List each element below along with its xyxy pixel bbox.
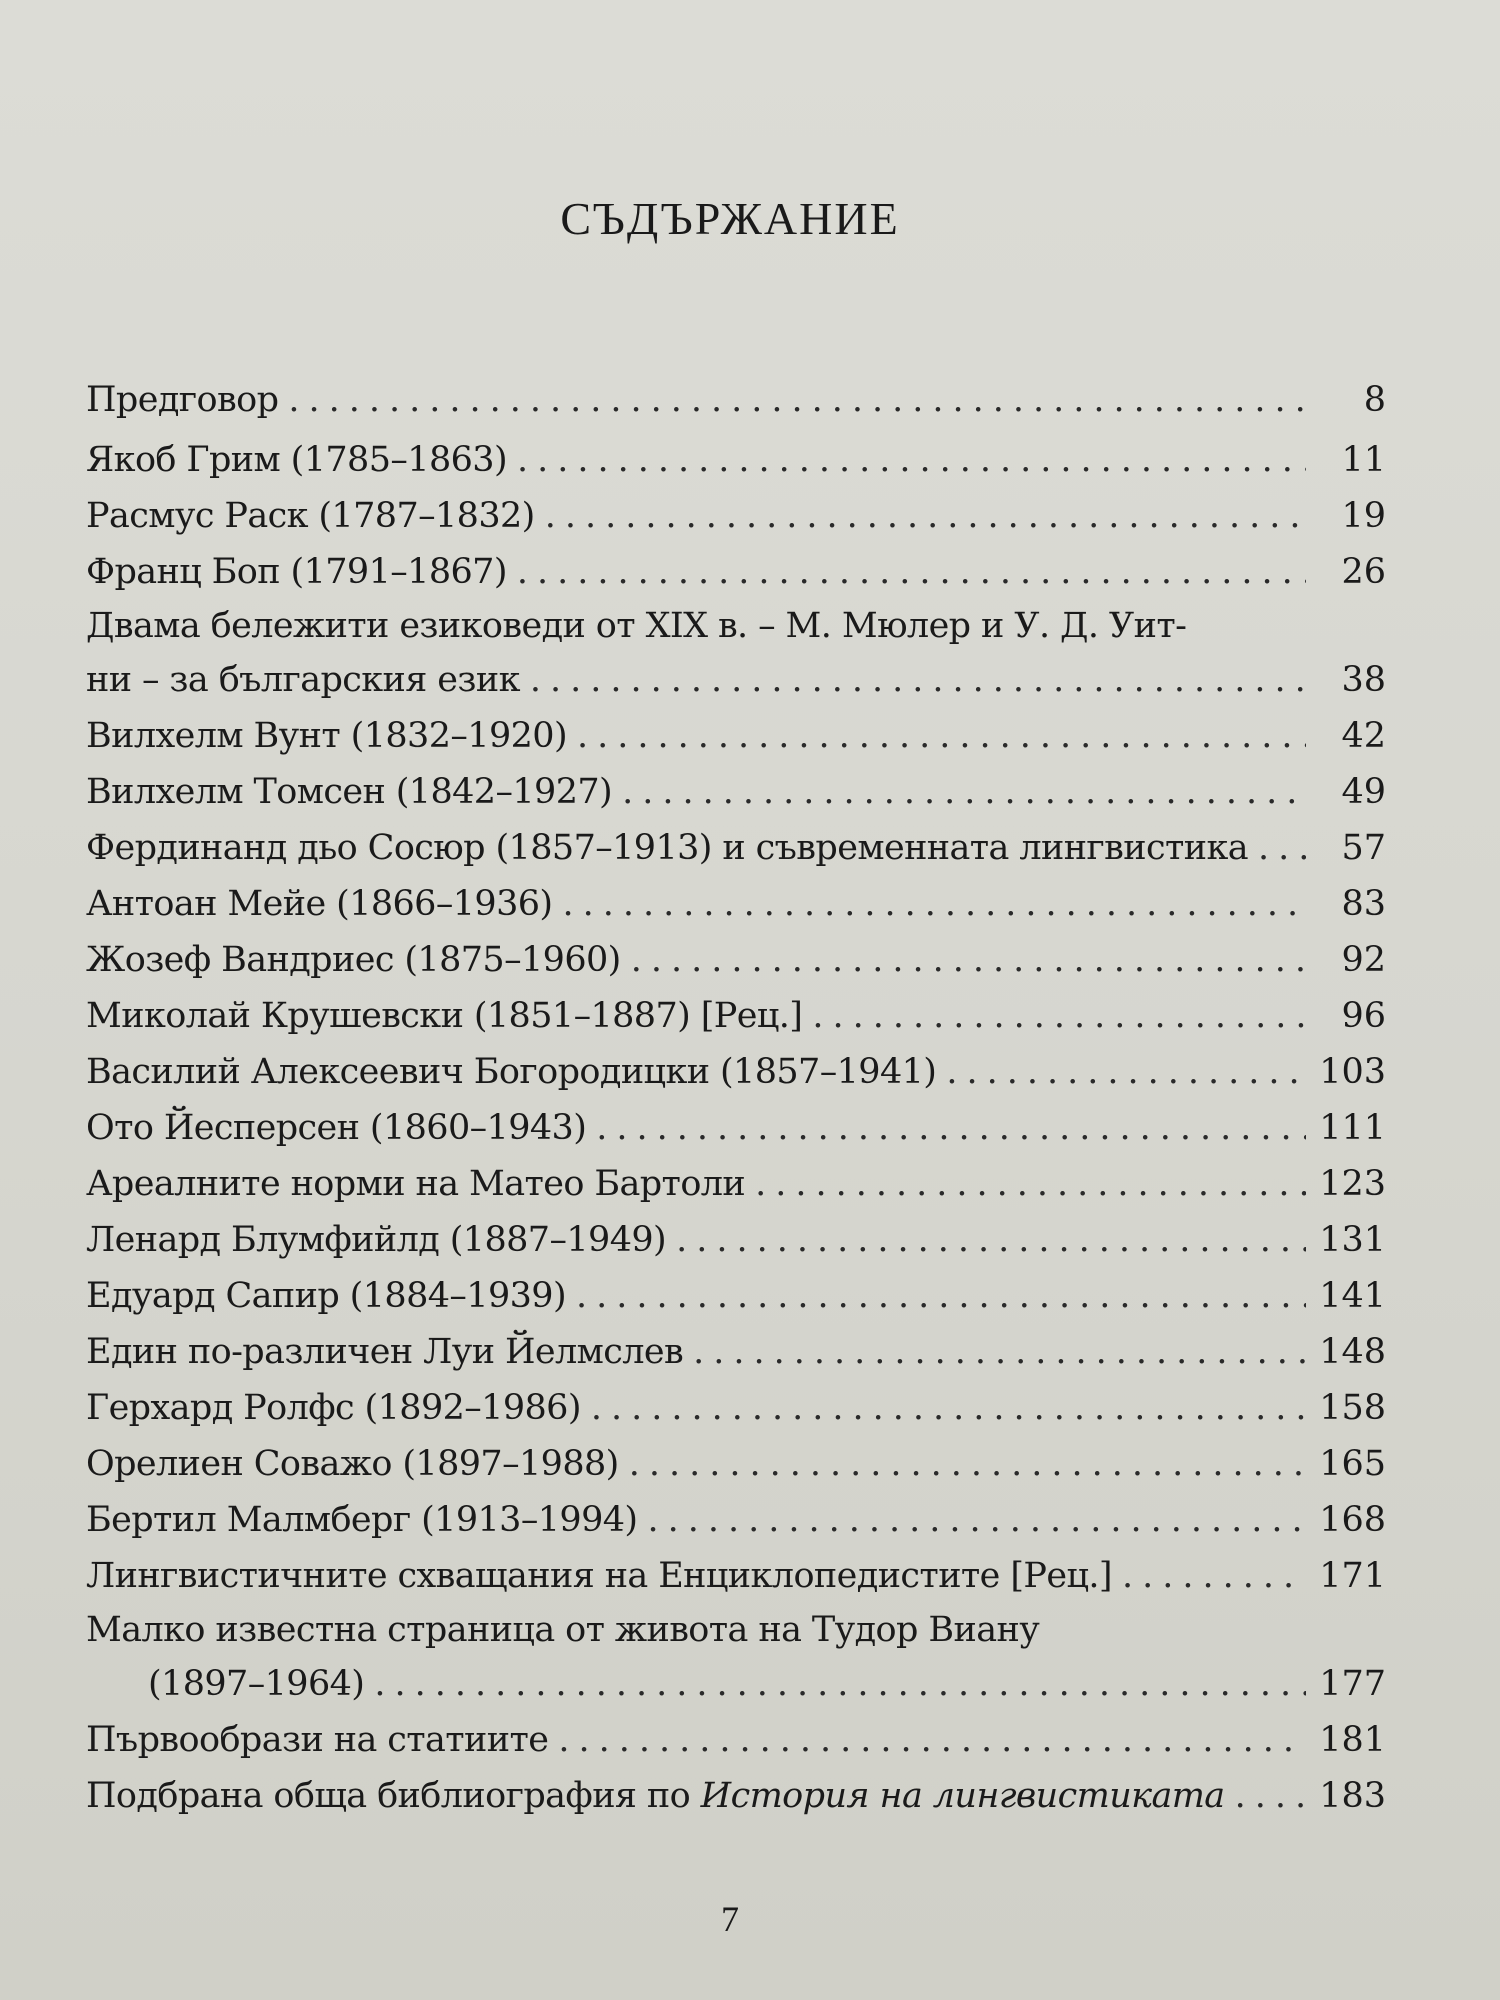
toc-entry-title: Предговор xyxy=(86,380,279,420)
toc-entry-title: Бертил Малмберг (1913–1994) xyxy=(86,1500,638,1540)
page-title: СЪДЪРЖАНИЕ xyxy=(560,193,900,244)
toc-entry-title: Расмус Раск (1787–1832) xyxy=(86,496,535,536)
toc-entry xyxy=(86,1100,1386,1156)
toc-entry-page: 181 xyxy=(1319,1720,1386,1760)
toc-entry xyxy=(86,432,1386,488)
toc-entry xyxy=(86,1492,1386,1548)
leader-dots xyxy=(517,432,1306,488)
leader-dots xyxy=(629,1436,1306,1492)
table-of-contents xyxy=(86,372,1386,1824)
toc-entry-page: 123 xyxy=(1319,1164,1386,1204)
toc-entry-page: 171 xyxy=(1319,1556,1386,1596)
toc-entry-page: 103 xyxy=(1319,1052,1386,1092)
toc-entry-title: Вилхелм Томсен (1842–1927) xyxy=(86,772,613,812)
toc-entry-page: 19 xyxy=(1341,496,1386,536)
toc-entry xyxy=(86,1044,1386,1100)
toc-entry-page: 141 xyxy=(1319,1276,1386,1316)
leader-dots xyxy=(631,932,1306,988)
toc-entry xyxy=(86,764,1386,820)
toc-entry-page: 168 xyxy=(1319,1500,1386,1540)
toc-entry-title: Един по-различен Луи Йелмслев xyxy=(86,1332,684,1372)
toc-entry xyxy=(86,820,1386,876)
toc-entry-page: 131 xyxy=(1319,1220,1386,1260)
toc-entry xyxy=(86,1324,1386,1380)
toc-entry-title-plain: Подбрана обща библиография по xyxy=(86,1776,701,1816)
toc-entry-title-italic: История на лингвистиката xyxy=(700,1776,1225,1816)
toc-entry-title: Вилхелм Вунт (1832–1920) xyxy=(86,716,568,756)
leader-dots xyxy=(755,1156,1306,1212)
leader-dots xyxy=(591,1380,1306,1436)
toc-entry-page: 57 xyxy=(1341,828,1386,868)
toc-entry-title-line1: Двама бележити езиковеди от XIX в. – М. Мюлер и У. Д. Уит- xyxy=(86,606,1187,646)
leader-dots xyxy=(558,1712,1306,1768)
toc-entry xyxy=(86,372,1386,428)
leader-dots xyxy=(562,876,1306,932)
leader-dots xyxy=(622,764,1306,820)
leader-dots xyxy=(1258,820,1306,876)
toc-entry xyxy=(86,708,1386,764)
leader-dots xyxy=(374,1656,1306,1712)
toc-entry-title: Миколай Крушевски (1851–1887) [Рец.] xyxy=(86,996,803,1036)
leader-dots xyxy=(530,652,1306,708)
toc-entry xyxy=(86,876,1386,932)
toc-entry-title xyxy=(86,1768,1225,1824)
toc-entry-multiline xyxy=(86,600,1386,708)
toc-entry xyxy=(86,1768,1386,1824)
toc-entry-page: 165 xyxy=(1319,1444,1386,1484)
toc-entry-title: Фердинанд дьо Сосюр (1857–1913) и съвременната лингвистика xyxy=(86,828,1249,868)
toc-entry-page: 11 xyxy=(1341,440,1386,480)
leader-dots xyxy=(517,544,1306,600)
toc-entry-title: Василий Алексеевич Богородицки (1857–1941) xyxy=(86,1052,937,1092)
toc-entry xyxy=(86,544,1386,600)
leader-dots xyxy=(596,1100,1306,1156)
toc-entry xyxy=(86,1548,1386,1604)
toc-entry xyxy=(86,1268,1386,1324)
leader-dots xyxy=(647,1492,1306,1548)
toc-entry xyxy=(86,488,1386,544)
toc-entry-title-line1: Малко известна страница от живота на Тудор Виану xyxy=(86,1610,1040,1650)
toc-entry-title: Ареалните норми на Матео Бартоли xyxy=(86,1164,746,1204)
toc-entry-page: 8 xyxy=(1363,380,1386,420)
toc-entry-title: Орелиен Соважо (1897–1988) xyxy=(86,1444,619,1484)
toc-entry-title: Франц Боп (1791–1867) xyxy=(86,552,507,592)
page-number: 7 xyxy=(721,1899,739,1939)
toc-entry-page: 42 xyxy=(1341,716,1386,756)
leader-dots xyxy=(288,372,1306,428)
toc-entry xyxy=(86,1156,1386,1212)
leader-dots xyxy=(693,1324,1306,1380)
leader-dots xyxy=(545,488,1306,544)
toc-entry xyxy=(86,988,1386,1044)
toc-entry xyxy=(86,1380,1386,1436)
leader-dots xyxy=(1235,1768,1306,1824)
toc-entry-title: Жозеф Вандриес (1875–1960) xyxy=(86,940,621,980)
toc-entry-page: 158 xyxy=(1319,1388,1386,1428)
leader-dots xyxy=(676,1212,1306,1268)
toc-entry-page: 49 xyxy=(1341,772,1386,812)
leader-dots xyxy=(812,988,1306,1044)
toc-entry xyxy=(86,1436,1386,1492)
toc-entry-title-line2: ни – за българския език xyxy=(86,660,520,700)
toc-entry-page: 26 xyxy=(1341,552,1386,592)
toc-entry-page: 183 xyxy=(1319,1776,1386,1816)
toc-entry-page: 111 xyxy=(1319,1108,1386,1148)
toc-entry-page: 177 xyxy=(1319,1664,1386,1704)
toc-entry-multiline xyxy=(86,1604,1386,1712)
toc-entry-title: Ленард Блумфийлд (1887–1949) xyxy=(86,1220,667,1260)
leader-dots xyxy=(1122,1548,1306,1604)
toc-entry-title: Антоан Мейе (1866–1936) xyxy=(86,884,553,924)
leader-dots xyxy=(577,708,1306,764)
toc-entry-page: 38 xyxy=(1341,660,1386,700)
toc-entry xyxy=(86,932,1386,988)
toc-entry-title: Едуард Сапир (1884–1939) xyxy=(86,1276,567,1316)
leader-dots xyxy=(576,1268,1306,1324)
toc-entry-continuation xyxy=(86,652,1386,708)
toc-entry-title: Якоб Грим (1785–1863) xyxy=(86,440,508,480)
toc-entry-page: 83 xyxy=(1341,884,1386,924)
toc-entry xyxy=(86,1212,1386,1268)
toc-entry-continuation xyxy=(86,1656,1386,1712)
toc-entry-title: Ото Йесперсен (1860–1943) xyxy=(86,1108,587,1148)
leader-dots xyxy=(946,1044,1306,1100)
toc-entry-title-line2: (1897–1964) xyxy=(148,1664,365,1704)
toc-entry-title: Герхард Ролфс (1892–1986) xyxy=(86,1388,581,1428)
toc-entry-page: 92 xyxy=(1341,940,1386,980)
toc-entry-page: 148 xyxy=(1319,1332,1386,1372)
toc-entry xyxy=(86,1712,1386,1768)
toc-entry-page: 96 xyxy=(1341,996,1386,1036)
toc-entry-title: Първообрази на статиите xyxy=(86,1720,549,1760)
toc-entry-title: Лингвистичните схващания на Енциклопедистите [Рец.] xyxy=(86,1556,1112,1596)
